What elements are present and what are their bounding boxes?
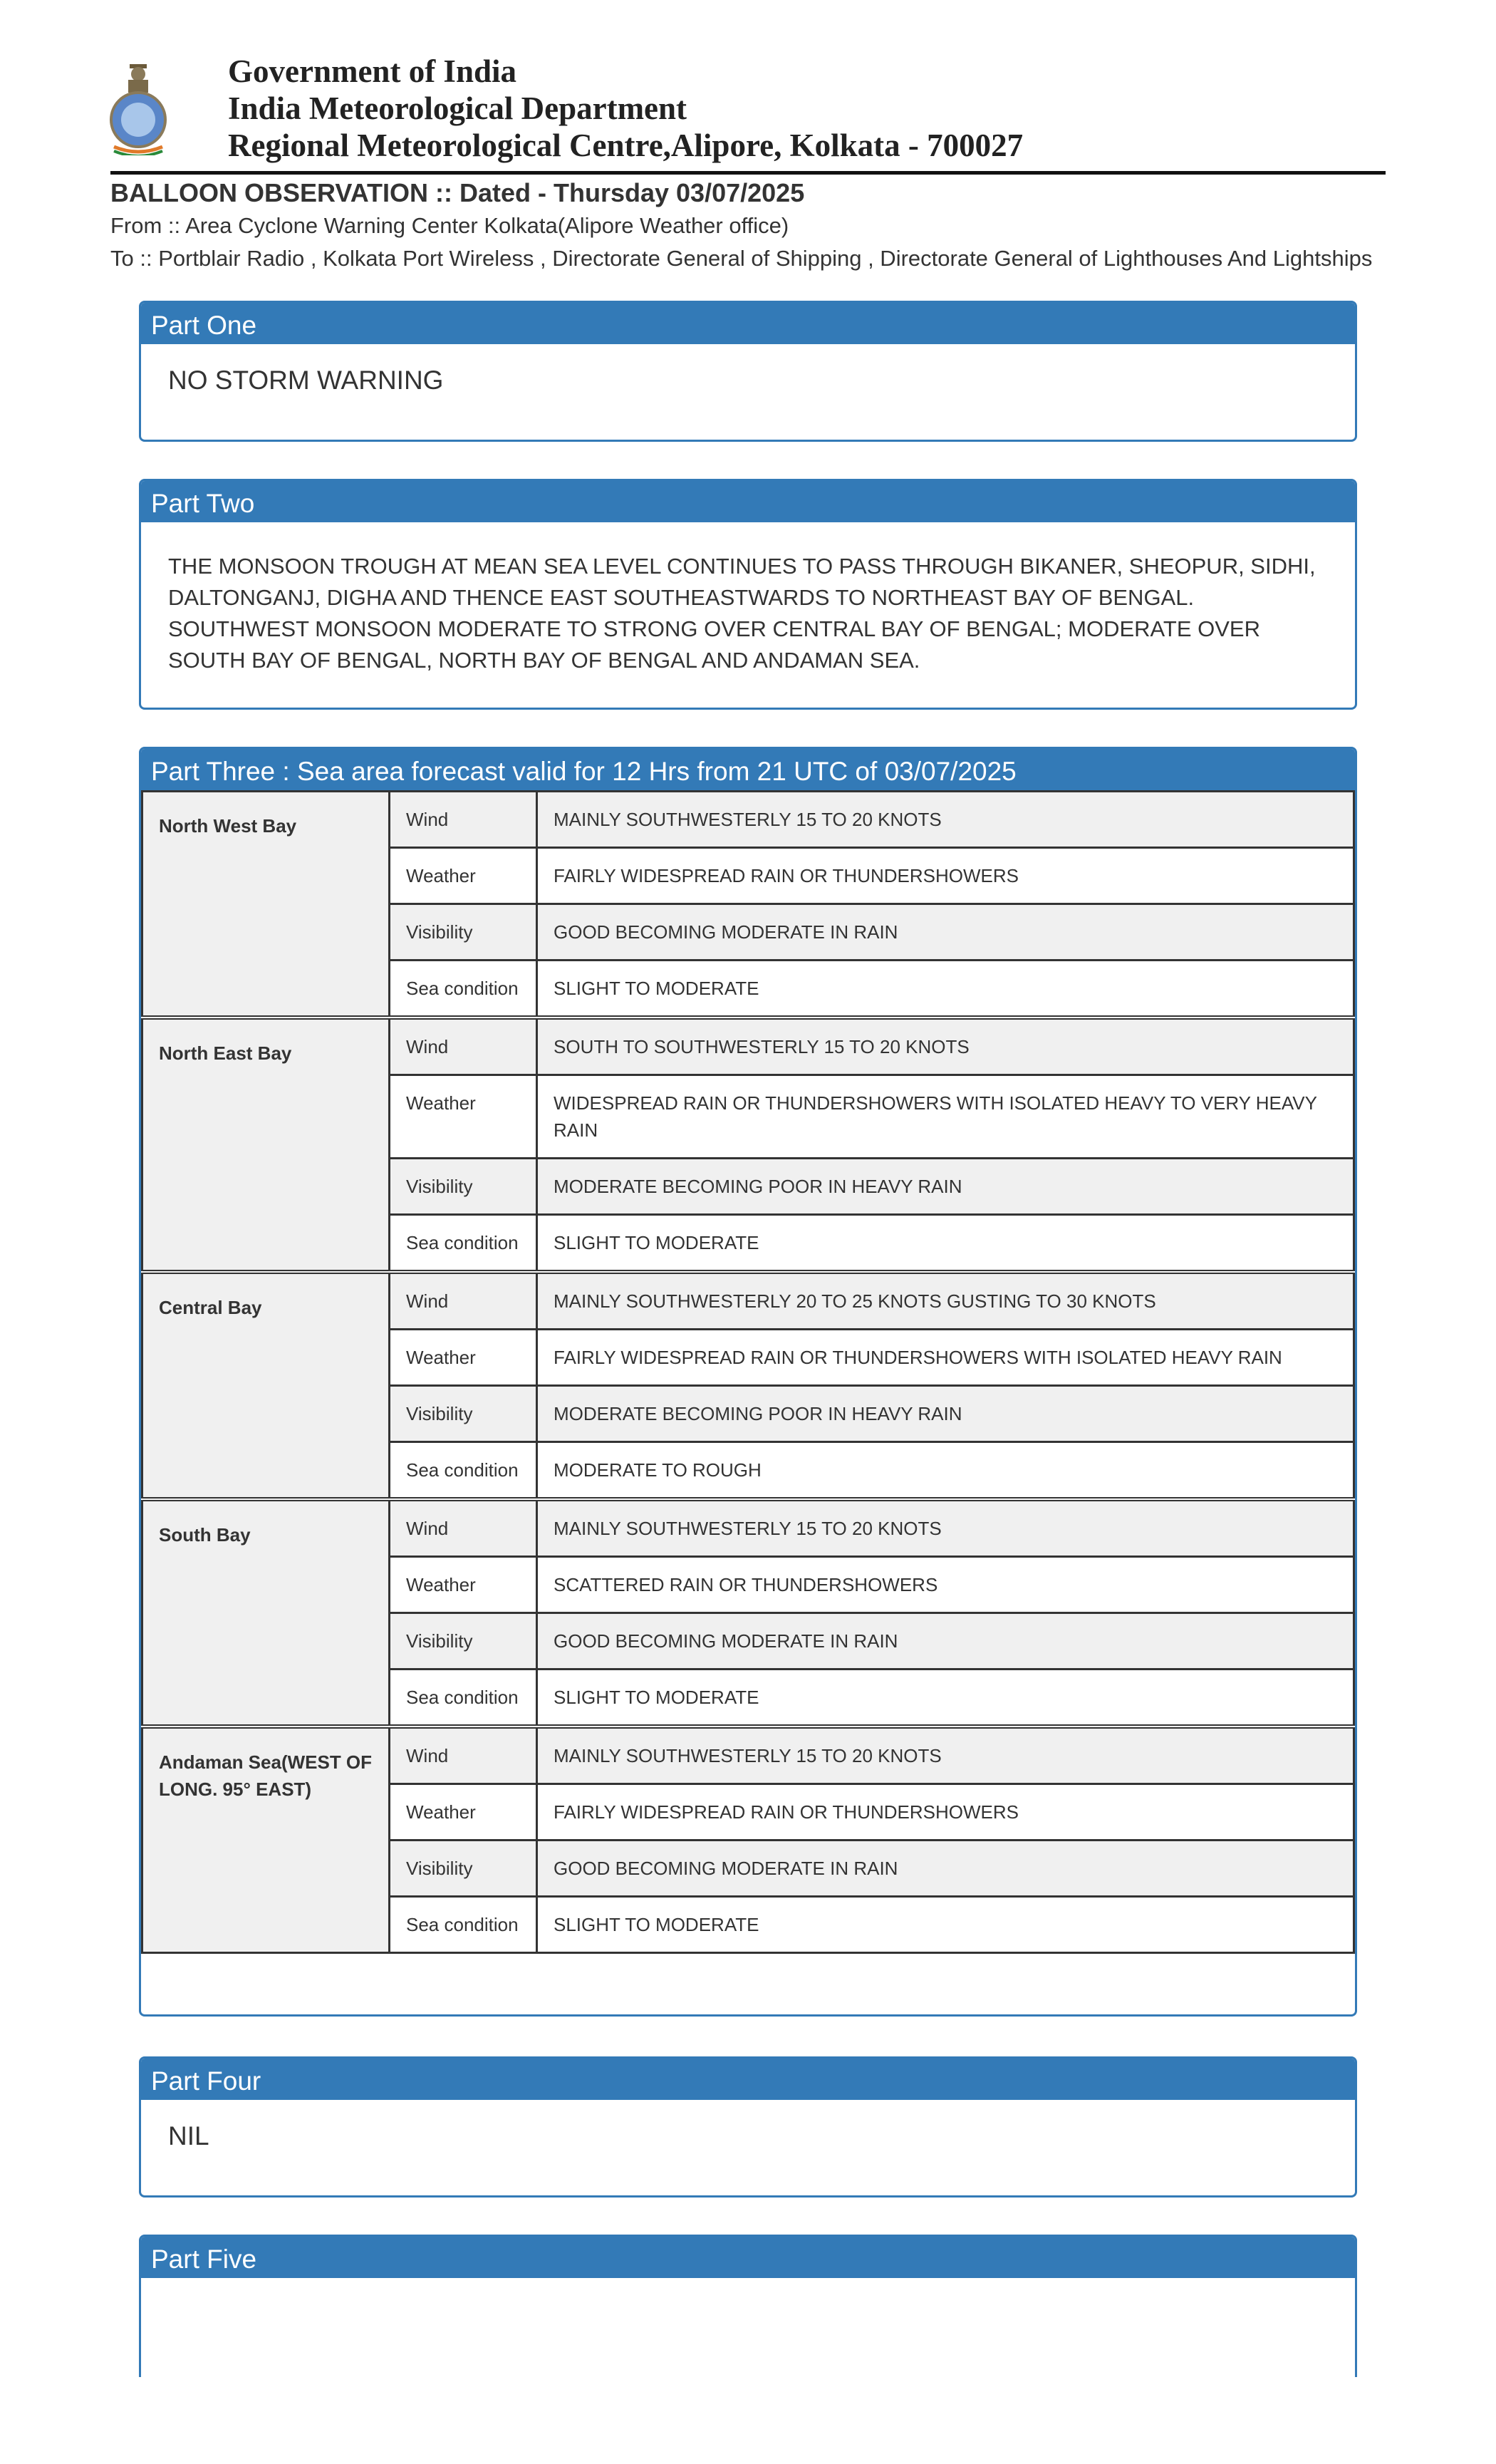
forecast-row — [142, 1727, 1354, 1784]
forecast-parameter: Weather — [390, 1075, 537, 1159]
from-line: From :: Area Cyclone Warning Center Kolkata(Alipore Weather office) — [110, 213, 789, 238]
part-four-heading: Part Four — [141, 2059, 1355, 2100]
to-line: To :: Portblair Radio , Kolkata Port Wireless , Directorate General of Shipping , Directorate General of Lighthouses And Lightships — [110, 246, 1373, 271]
part-five-body — [141, 2278, 1355, 2321]
forecast-parameter: Sea condition — [390, 1670, 537, 1727]
forecast-parameter: Sea condition — [390, 961, 537, 1018]
forecast-parameter: Visibility — [390, 1159, 537, 1215]
forecast-parameter: Wind — [390, 792, 537, 848]
forecast-row — [142, 1499, 1354, 1557]
sea-area-name: Central Bay — [142, 1272, 390, 1499]
forecast-parameter: Visibility — [390, 1386, 537, 1442]
forecast-value: SLIGHT TO MODERATE — [537, 1897, 1354, 1953]
observation-title: BALLOON OBSERVATION :: Dated - Thursday 03/07/2025 — [110, 178, 805, 207]
forecast-value: MODERATE TO ROUGH — [537, 1442, 1354, 1500]
forecast-parameter: Visibility — [390, 1841, 537, 1897]
forecast-value: FAIRLY WIDESPREAD RAIN OR THUNDERSHOWERS — [537, 1784, 1354, 1841]
imd-emblem-icon — [107, 61, 170, 155]
part-five-heading: Part Five — [141, 2237, 1355, 2278]
letterhead — [107, 50, 1389, 170]
part-two-panel — [139, 479, 1357, 710]
forecast-value: MAINLY SOUTHWESTERLY 20 TO 25 KNOTS GUSTING TO 30 KNOTS — [537, 1272, 1354, 1330]
forecast-value: FAIRLY WIDESPREAD RAIN OR THUNDERSHOWERS WITH ISOLATED HEAVY RAIN — [537, 1330, 1354, 1386]
forecast-value: SOUTH TO SOUTHWESTERLY 15 TO 20 KNOTS — [537, 1018, 1354, 1075]
part-four-panel — [139, 2056, 1357, 2198]
forecast-value: MAINLY SOUTHWESTERLY 15 TO 20 KNOTS — [537, 1499, 1354, 1557]
forecast-row — [142, 1018, 1354, 1075]
forecast-parameter: Weather — [390, 1784, 537, 1841]
dept-title: India Meteorological Department — [228, 90, 687, 126]
forecast-parameter: Wind — [390, 1272, 537, 1330]
forecast-value: GOOD BECOMING MODERATE IN RAIN — [537, 1841, 1354, 1897]
centre-title: Regional Meteorological Centre,Alipore, Kolkata - 700027 — [228, 128, 1024, 163]
forecast-value: GOOD BECOMING MODERATE IN RAIN — [537, 904, 1354, 961]
forecast-parameter: Weather — [390, 848, 537, 904]
forecast-parameter: Wind — [390, 1727, 537, 1784]
forecast-value: MAINLY SOUTHWESTERLY 15 TO 20 KNOTS — [537, 1727, 1354, 1784]
forecast-value: FAIRLY WIDESPREAD RAIN OR THUNDERSHOWERS — [537, 848, 1354, 904]
forecast-parameter: Visibility — [390, 1613, 537, 1670]
message-meta — [110, 177, 1393, 275]
forecast-parameter: Wind — [390, 1018, 537, 1075]
forecast-value: MODERATE BECOMING POOR IN HEAVY RAIN — [537, 1386, 1354, 1442]
forecast-parameter: Weather — [390, 1330, 537, 1386]
letterhead-titles — [228, 53, 1023, 164]
sea-area-name: Andaman Sea(WEST OF LONG. 95° EAST) — [142, 1727, 390, 1953]
forecast-value: SLIGHT TO MODERATE — [537, 1215, 1354, 1273]
forecast-row — [142, 792, 1354, 848]
forecast-value: MAINLY SOUTHWESTERLY 15 TO 20 KNOTS — [537, 792, 1354, 848]
part-three-heading: Part Three : Sea area forecast valid for 12 Hrs from 21 UTC of 03/07/2025 — [141, 749, 1355, 790]
header-divider — [110, 171, 1386, 175]
forecast-parameter: Sea condition — [390, 1442, 537, 1500]
part-four-body: NIL — [168, 2121, 209, 2150]
sea-area-name: South Bay — [142, 1499, 390, 1727]
forecast-parameter: Sea condition — [390, 1215, 537, 1273]
sea-area-name: North East Bay — [142, 1018, 390, 1272]
part-two-body: THE MONSOON TROUGH AT MEAN SEA LEVEL CONTINUES TO PASS THROUGH BIKANER, SHEOPUR, SIDHI, DALTONGANJ, DIGHA AND THENCE EAST SOUTHEASTWARDS TO NORTHEAST BAY OF BENGAL. SOUTHWEST MONSOON MODERATE TO STRONG OVER CENTRAL BAY OF BENGAL; MODERATE OVER SOUTH BAY OF BENGAL, NORTH BAY OF BENGAL AND ANDAMAN SEA. — [168, 554, 1316, 673]
forecast-value: SCATTERED RAIN OR THUNDERSHOWERS — [537, 1557, 1354, 1613]
part-three-panel — [139, 747, 1357, 2017]
govt-title: Government of India — [228, 53, 516, 89]
sea-area-name: North West Bay — [142, 792, 390, 1018]
part-one-heading: Part One — [141, 303, 1355, 344]
part-two-heading: Part Two — [141, 481, 1355, 522]
forecast-value: WIDESPREAD RAIN OR THUNDERSHOWERS WITH ISOLATED HEAVY TO VERY HEAVY RAIN — [537, 1075, 1354, 1159]
part-five-panel — [139, 2235, 1357, 2377]
part-one-panel — [139, 301, 1357, 442]
forecast-row — [142, 1272, 1354, 1330]
forecast-parameter: Wind — [390, 1499, 537, 1557]
part-one-body: NO STORM WARNING — [168, 366, 444, 395]
forecast-value: GOOD BECOMING MODERATE IN RAIN — [537, 1613, 1354, 1670]
forecast-value: SLIGHT TO MODERATE — [537, 961, 1354, 1018]
forecast-value: SLIGHT TO MODERATE — [537, 1670, 1354, 1727]
forecast-parameter: Visibility — [390, 904, 537, 961]
sea-area-forecast-table — [141, 790, 1355, 1954]
forecast-parameter: Sea condition — [390, 1897, 537, 1953]
forecast-value: MODERATE BECOMING POOR IN HEAVY RAIN — [537, 1159, 1354, 1215]
forecast-parameter: Weather — [390, 1557, 537, 1613]
